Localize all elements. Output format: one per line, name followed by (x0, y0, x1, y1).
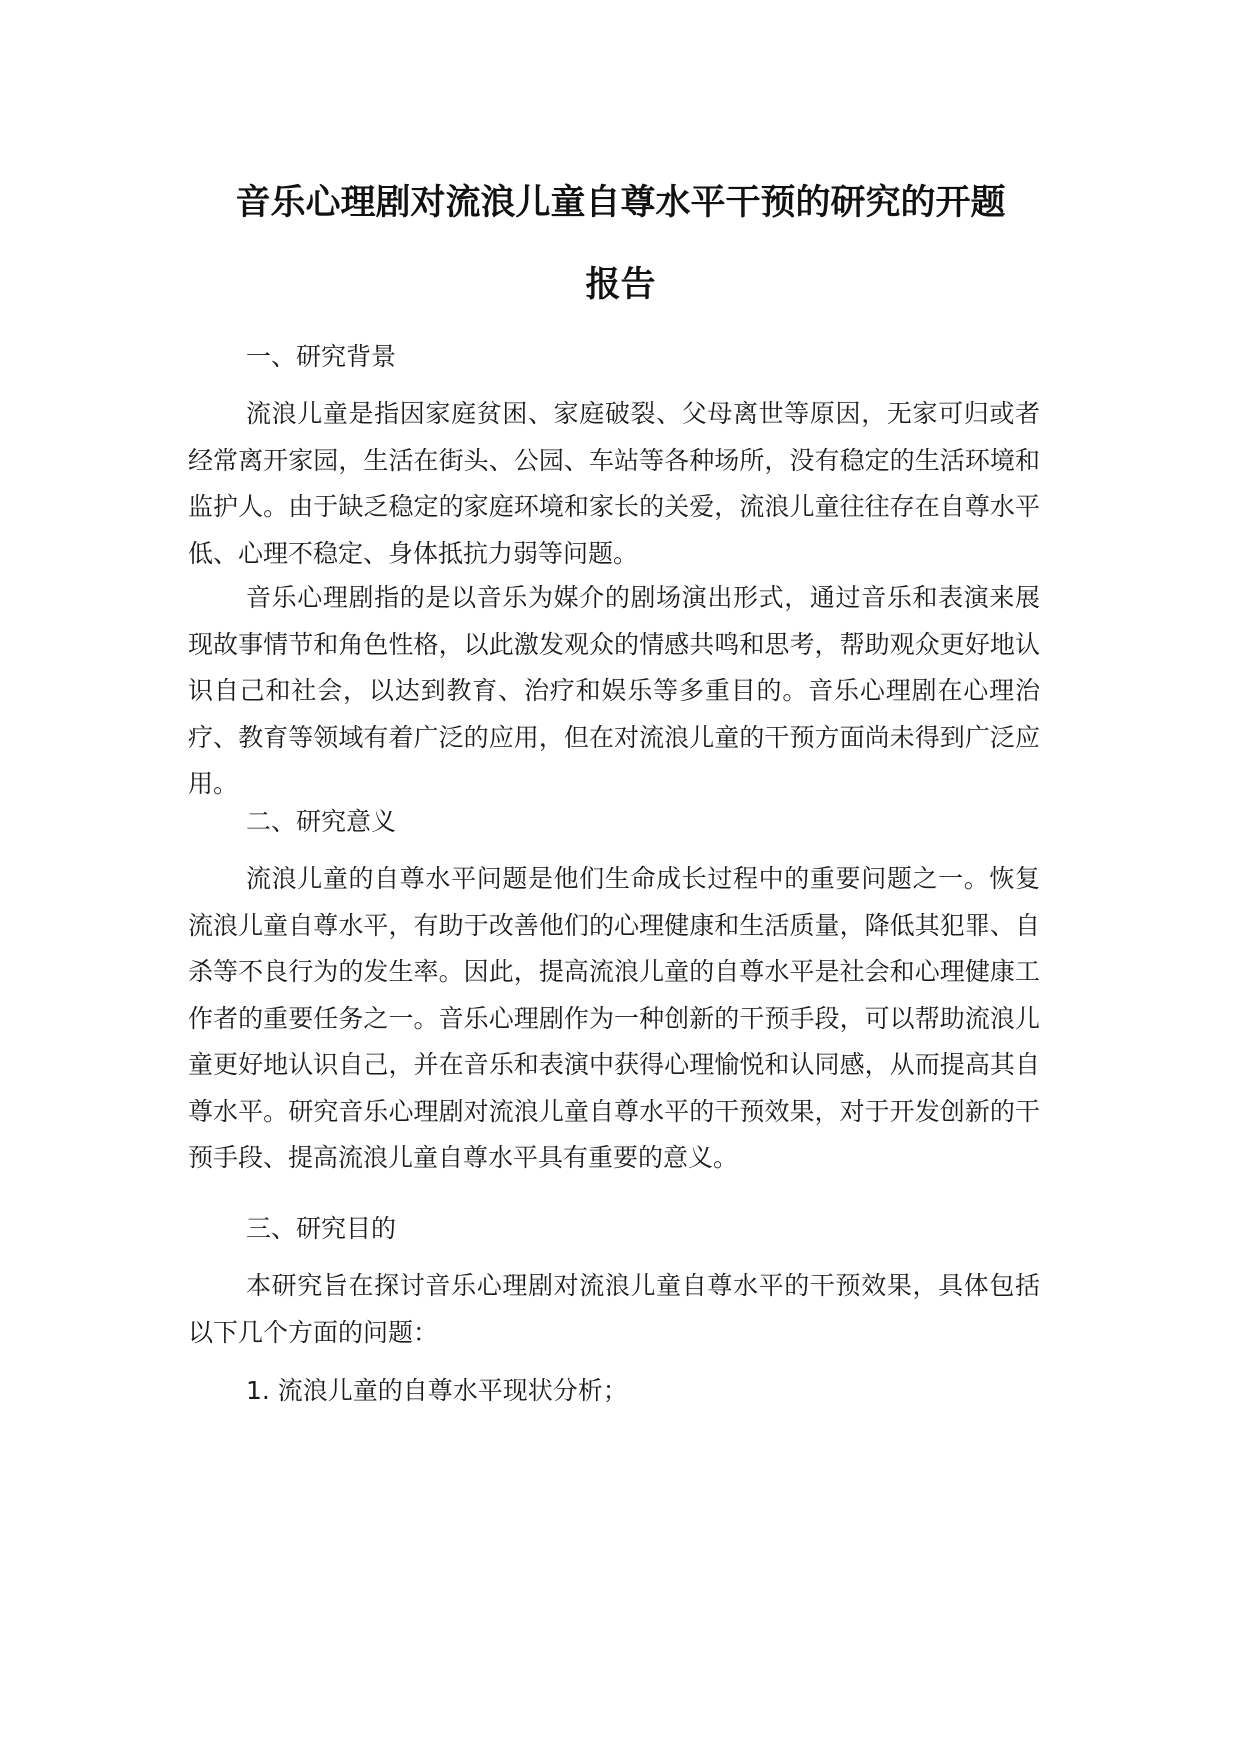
document-title-line-1: 音乐心理剧对流浪儿童自尊水平干预的研究的开题 (235, 183, 1006, 223)
section-heading-purpose: 三、研究目的 (246, 1214, 397, 1243)
section-heading-significance: 二、研究意义 (246, 807, 397, 836)
section-heading-background: 一、研究背景 (246, 342, 397, 371)
paragraph-purpose-1: 本研究旨在探讨音乐心理剧对流浪儿童自尊水平的干预效果，具体包括以下几个方面的问题： (188, 1271, 1040, 1347)
paragraph-significance-1: 流浪儿童的自尊水平问题是他们生命成长过程中的重要问题之一。恢复流浪儿童自尊水平，有助于改善他们的心理健康和生活质量，降低其犯罪、自杀等不良行为的发生率。因此，提高流浪儿童的自尊水平是社会和心理健康工作者的重要任务之一。音乐心理剧作为一种创新的干预手段，可以帮助流浪儿童更好地认识自己，并在音乐和表演中获得心理愉悦和认同感，从而提高其自尊水平。研究音乐心理剧对流浪儿童自尊水平的干预效果，对于开发创新的干预手段、提高流浪儿童自尊水平具有重要的意义。 (188, 864, 1040, 1172)
list-item: 1. 流浪儿童的自尊水平现状分析； (246, 1376, 628, 1405)
document-title-line-2: 报告 (585, 265, 656, 305)
paragraph-background-2: 音乐心理剧指的是以音乐为媒介的剧场演出形式，通过音乐和表演来展现故事情节和角色性格，以此激发观众的情感共鸣和思考，帮助观众更好地认识自己和社会，以达到教育、治疗和娱乐等多重目的。音乐心理剧在心理治疗、教育等领域有着广泛的应用，但在对流浪儿童的干预方面尚未得到广泛应用。 (188, 583, 1040, 798)
paragraph-background-1: 流浪儿童是指因家庭贫困、家庭破裂、父母离世等原因，无家可归或者经常离开家园，生活在街头、公园、车站等各种场所，没有稳定的生活环境和监护人。由于缺乏稳定的家庭环境和家长的关爱，流浪儿童往往存在自尊水平低、心理不稳定、身体抵抗力弱等问题。 (188, 399, 1040, 568)
